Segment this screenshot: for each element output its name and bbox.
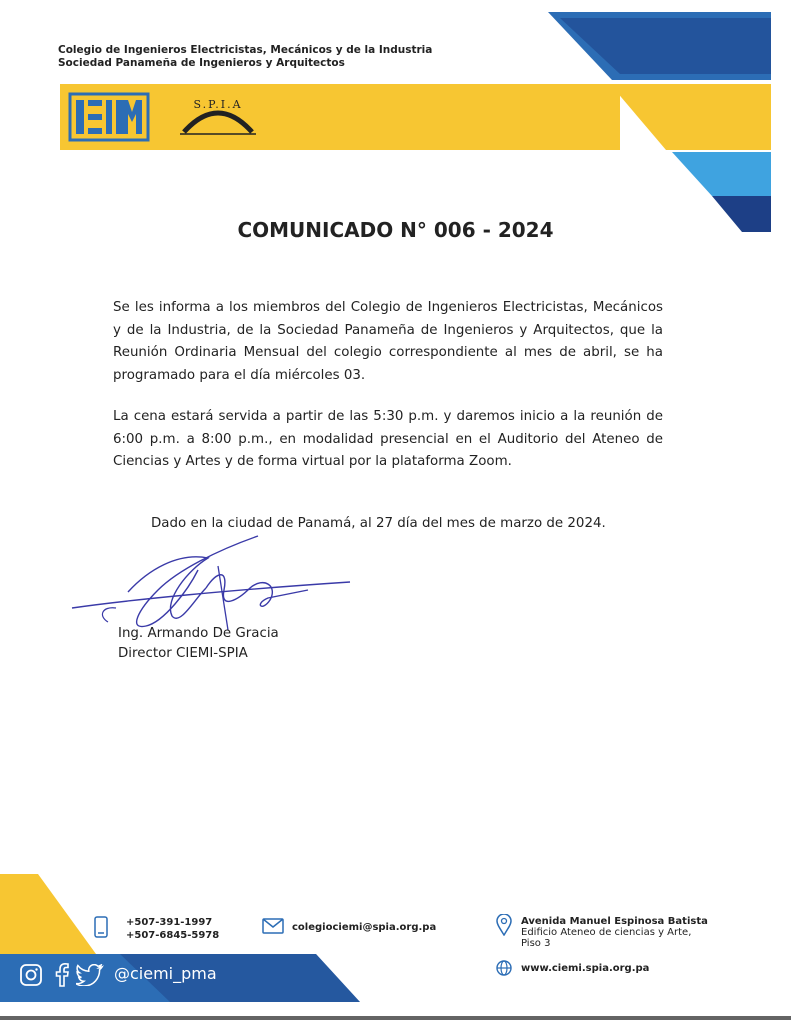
mail-icon [262,918,284,934]
instagram-icon[interactable] [20,964,42,986]
phone-number-2: +507-6845-5978 [126,930,220,941]
signer-title: Director CIEMI-SPIA [118,646,248,661]
org-name-line-2: Sociedad Panameña de Ingenieros y Arquitectos [58,57,345,69]
address-line-1: Avenida Manuel Espinosa Batista [521,916,708,927]
body-paragraph-1: Se les informa a los miembros del Colegio de Ingenieros Electricistas, Mecánicos y de la Industria, de la Sociedad Panameña de Ingenieros y Arquitectos, que la Reunión Ordinaria Mensual del colegio correspondiente al mes de abril, se ha programado para el día miércoles 03. [113,300,663,384]
email-address[interactable]: colegiociemi@spia.org.pa [292,922,437,933]
body-paragraph-2: La cena estará servida a partir de las 5:30 p.m. y daremos inicio a la reunión de 6:00 p.m. a 8:00 p.m., en modalidad presencial en el Auditorio del Ateneo de Ciencias y Artes y de forma virtual por la plataforma Zoom. [113,409,663,470]
address-line-2: Edificio Ateneo de ciencias y Arte, [521,927,692,938]
location-pin-icon [496,914,512,936]
ciemi-logo [62,86,156,148]
signer-name: Ing. Armando De Gracia [118,626,279,641]
org-name-line-1: Colegio de Ingenieros Electricistas, Mecánicos y de la Industria [58,44,433,56]
document-title: COMUNICADO N° 006 - 2024 [237,218,554,242]
phone-icon [94,916,108,938]
spia-logo [168,86,268,150]
date-line: Dado en la ciudad de Panamá, al 27 día del mes de marzo de 2024. [151,516,606,531]
facebook-icon[interactable] [55,963,69,987]
globe-icon [496,960,512,976]
handwritten-signature [68,530,358,640]
address-line-3: Piso 3 [521,938,551,949]
website-link[interactable]: www.ciemi.spia.org.pa [521,963,650,974]
svg-text:S.P.I.A: S.P.I.A [193,98,243,111]
twitter-icon[interactable] [76,964,104,986]
footer-decoration [0,860,791,1024]
phone-number-1: +507-391-1997 [126,917,213,928]
social-handle[interactable]: @ciemi_pma [114,964,217,983]
